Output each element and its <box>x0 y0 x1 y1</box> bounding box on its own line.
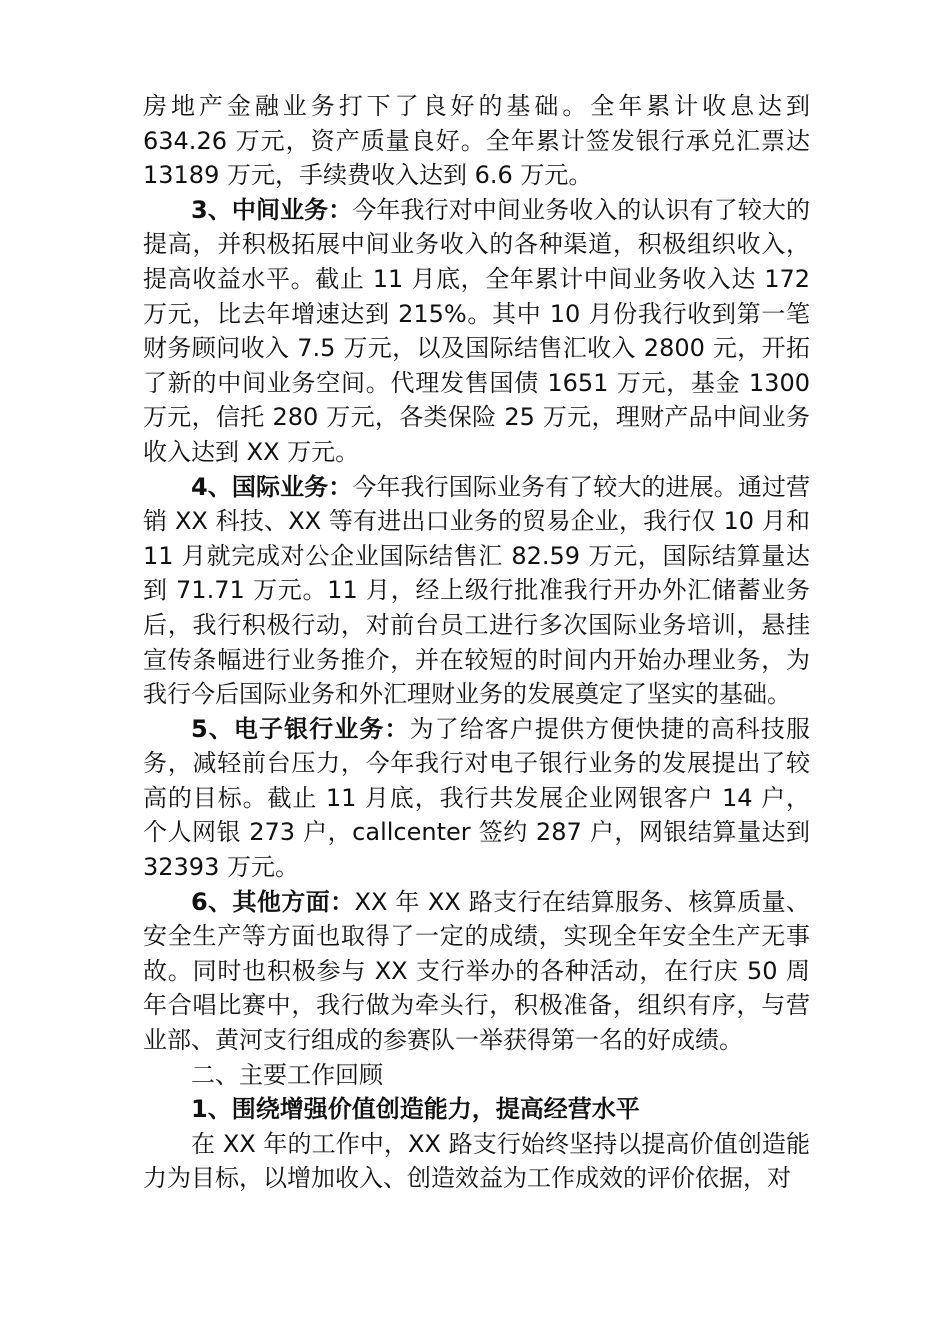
paragraph-text: 为了给客户提供方便快捷的高科技服务，减轻前台压力，今年我行对电子银行业务的发展提出了较高的目标。截止 11 月底，我行共发展企业网银客户 14 户，个人网银 273 户，callcenter 签约 287 户，网银结算量达到 32393 万元。 <box>143 714 810 882</box>
section-heading: 4、国际业务： <box>191 472 353 501</box>
section-heading: 3、中间业务： <box>191 195 353 224</box>
paragraph-text: 在 XX 年的工作中，XX 路支行始终坚持以提高价值创造能力为目标，以增加收入、创造效益为工作成效的评价依据，对 <box>143 1129 810 1193</box>
paragraph-international-business <box>143 470 810 712</box>
section-title-work-review <box>143 1058 810 1093</box>
paragraph-value-creation <box>143 1127 810 1196</box>
section-heading: 1、围绕增强价值创造能力，提高经营水平 <box>191 1095 640 1124</box>
section-heading: 5、电子银行业务： <box>191 714 410 743</box>
paragraph-text: 今年我行国际业务有了较大的进展。通过营销 XX 科技、XX 等有进出口业务的贸易企业，我行仅 10 月和 11 月就完成对公企业国际结售汇 82.59 万元，国际结算量达到 71.71 万元。11 月，经上级行批准我行开办外汇储蓄业务后，我行积极行动，对前台员工进行多次国际业务培训，悬挂宣传条幅进行业务推介，并在较短的时间内开始办理业务，为我行今后国际业务和外汇理财业务的发展奠定了坚实的基础。 <box>143 472 810 709</box>
paragraph-text: 今年我行对中间业务收入的认识有了较大的提高，并积极拓展中间业务收入的各种渠道，积极组织收入，提高收益水平。截止 11 月底，全年累计中间业务收入达 172 万元，比去年增速达到 215%。其中 10 月份我行收到第一笔财务顾问收入 7.5 万元，以及国际结售汇收入 2800 元，开拓了新的中间业务空间。代理发售国债 1651 万元，基金 1300 万元，信托 280 万元，各类保险 25 万元，理财产品中间业务收入达到 XX 万元。 <box>143 195 810 466</box>
section-heading: 6、其他方面： <box>191 887 355 916</box>
paragraph-text: 房地产金融业务打下了良好的基础。全年累计收息达到 634.26 万元，资产质量良好。全年累计签发银行承兑汇票达 13189 万元，手续费收入达到 6.6 万元。 <box>143 92 810 190</box>
paragraph-other-aspects <box>143 885 810 1058</box>
paragraph-e-banking <box>143 712 810 885</box>
paragraph-real-estate <box>143 89 810 193</box>
paragraph-intermediate-business <box>143 193 810 470</box>
subsection-title-value-creation <box>143 1092 810 1127</box>
paragraph-text: XX 年 XX 路支行在结算服务、核算质量、安全生产等方面也取得了一定的成绩，实现全年安全生产无事故。同时也积极参与 XX 支行举办的各种活动，在行庆 50 周年合唱比赛中，我行做为牵头行，积极准备，组织有序，与营业部、黄河支行组成的参赛队一举获得第一名的好成绩。 <box>143 887 810 1055</box>
paragraph-text: 二、主要工作回顾 <box>191 1060 383 1089</box>
